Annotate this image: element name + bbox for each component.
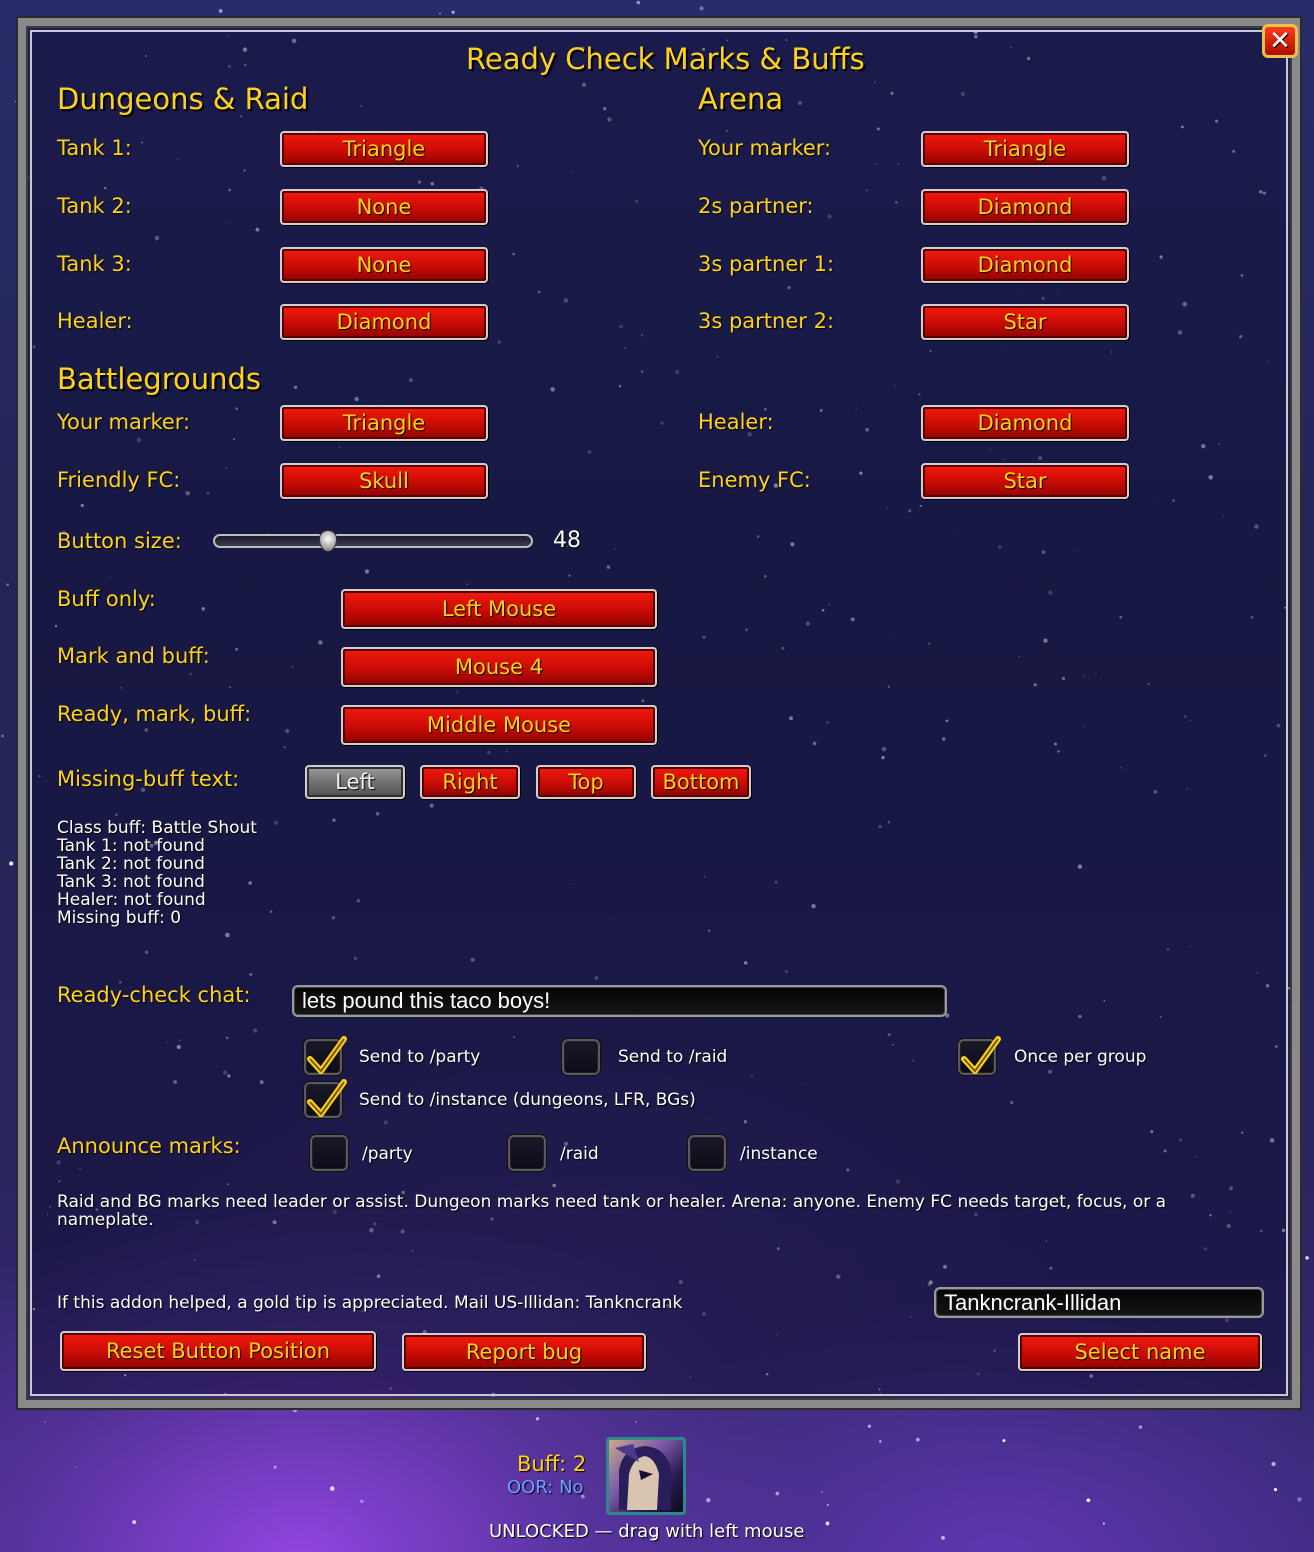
- send-party-label: Send to /party: [359, 1047, 481, 1067]
- announce-raid-label: /raid: [560, 1144, 599, 1164]
- status-line: Healer: not found: [57, 890, 206, 910]
- friendly-fc-button[interactable]: Skull: [280, 463, 488, 499]
- missing-buff-bottom-button[interactable]: Bottom: [651, 765, 751, 799]
- announce-marks-label: Announce marks:: [57, 1134, 241, 1158]
- missing-buff-text-label: Missing-buff text:: [57, 767, 240, 791]
- bg-healer-button[interactable]: Diamond: [921, 405, 1129, 441]
- friendly-fc-label: Friendly FC:: [57, 468, 181, 492]
- missing-buff-right-button[interactable]: Right: [420, 765, 520, 799]
- reset-button-position-button[interactable]: Reset Button Position: [60, 1331, 376, 1371]
- button-size-label: Button size:: [57, 529, 182, 553]
- tank1-label: Tank 1:: [57, 136, 132, 160]
- ready-check-chat-input[interactable]: lets pound this taco boys!: [292, 985, 947, 1017]
- mark-and-buff-label: Mark and buff:: [57, 644, 210, 668]
- battlegrounds-header: Battlegrounds: [57, 362, 262, 396]
- announce-instance-checkbox[interactable]: [688, 1135, 726, 1171]
- buff-count-text: Buff: 2: [517, 1452, 587, 1476]
- announce-instance-label: /instance: [740, 1144, 818, 1164]
- status-line: Tank 1: not found: [57, 836, 205, 856]
- send-instance-checkbox[interactable]: [304, 1082, 342, 1118]
- send-raid-checkbox[interactable]: [562, 1039, 600, 1075]
- mark-and-buff-binding-button[interactable]: Mouse 4: [341, 647, 657, 687]
- select-name-button[interactable]: Select name: [1018, 1333, 1262, 1371]
- arena-3s-partner1-button[interactable]: Diamond: [921, 247, 1129, 283]
- bg-healer-label: Healer:: [698, 410, 774, 434]
- unlocked-hint-text: UNLOCKED — drag with left mouse: [489, 1521, 805, 1542]
- arena-3s-partner2-button[interactable]: Star: [921, 304, 1129, 340]
- bg-your-marker-label: Your marker:: [57, 410, 191, 434]
- announce-party-label: /party: [362, 1144, 413, 1164]
- checkmark-icon: [304, 1076, 350, 1122]
- missing-buff-left-button[interactable]: Left: [305, 765, 405, 799]
- send-raid-label: Send to /raid: [618, 1047, 728, 1067]
- close-icon: ✕: [1269, 26, 1291, 56]
- bg-your-marker-button[interactable]: Triangle: [280, 405, 488, 441]
- arena-3s-partner1-label: 3s partner 1:: [698, 252, 835, 276]
- tank2-label: Tank 2:: [57, 194, 132, 218]
- announce-raid-checkbox[interactable]: [508, 1135, 546, 1171]
- status-line: Tank 3: not found: [57, 872, 205, 892]
- arena-your-marker-button[interactable]: Triangle: [921, 131, 1129, 167]
- once-per-group-checkbox[interactable]: [958, 1039, 996, 1075]
- portrait-icon: [609, 1440, 683, 1512]
- once-per-group-label: Once per group: [1014, 1047, 1147, 1067]
- status-block: [57, 819, 257, 927]
- tank3-marker-button[interactable]: None: [280, 247, 488, 283]
- window-title: Ready Check Marks & Buffs: [466, 42, 865, 76]
- ready-check-chat-label: Ready-check chat:: [57, 983, 251, 1007]
- arena-3s-partner2-label: 3s partner 2:: [698, 309, 835, 333]
- buff-button-avatar[interactable]: [606, 1437, 686, 1515]
- tank1-marker-button[interactable]: Triangle: [280, 131, 488, 167]
- ready-mark-buff-binding-button[interactable]: Middle Mouse: [341, 705, 657, 745]
- status-line: Tank 2: not found: [57, 854, 205, 874]
- enemy-fc-button[interactable]: Star: [921, 463, 1129, 499]
- announce-party-checkbox[interactable]: [310, 1135, 348, 1171]
- buff-only-label: Buff only:: [57, 587, 156, 611]
- permissions-note: Raid and BG marks need leader or assist. Dungeon marks need tank or healer. Arena: anyone. Enemy FC needs target, focus, or a nameplate.: [57, 1192, 1167, 1230]
- arena-2s-partner-button[interactable]: Diamond: [921, 189, 1129, 225]
- enemy-fc-label: Enemy FC:: [698, 468, 811, 492]
- send-party-checkbox[interactable]: [304, 1039, 342, 1075]
- status-line: Missing buff: 0: [57, 908, 182, 928]
- arena-your-marker-label: Your marker:: [698, 136, 832, 160]
- close-button[interactable]: [1262, 24, 1298, 58]
- button-size-value: 48: [553, 528, 581, 553]
- checkmark-icon: [304, 1033, 350, 1079]
- button-size-slider[interactable]: [213, 534, 533, 548]
- dungeons-header: Dungeons & Raid: [57, 82, 309, 116]
- checkmark-icon: [958, 1033, 1004, 1079]
- status-line: Class buff: Battle Shout: [57, 818, 257, 838]
- tip-name-input[interactable]: Tankncrank-Illidan: [934, 1287, 1264, 1318]
- send-instance-label: Send to /instance (dungeons, LFR, BGs): [359, 1090, 696, 1110]
- oor-status-text: OOR: No: [507, 1477, 584, 1498]
- ready-mark-buff-label: Ready, mark, buff:: [57, 702, 252, 726]
- tank2-marker-button[interactable]: None: [280, 189, 488, 225]
- arena-header: Arena: [698, 82, 784, 116]
- missing-buff-top-button[interactable]: Top: [536, 765, 636, 799]
- healer-label: Healer:: [57, 309, 133, 333]
- report-bug-button[interactable]: Report bug: [402, 1333, 646, 1371]
- buff-only-binding-button[interactable]: Left Mouse: [341, 589, 657, 629]
- arena-2s-partner-label: 2s partner:: [698, 194, 814, 218]
- tank3-label: Tank 3:: [57, 252, 132, 276]
- gold-tip-text: If this addon helped, a gold tip is appreciated. Mail US-Illidan: Tankncrank: [57, 1293, 683, 1313]
- healer-marker-button[interactable]: Diamond: [280, 304, 488, 340]
